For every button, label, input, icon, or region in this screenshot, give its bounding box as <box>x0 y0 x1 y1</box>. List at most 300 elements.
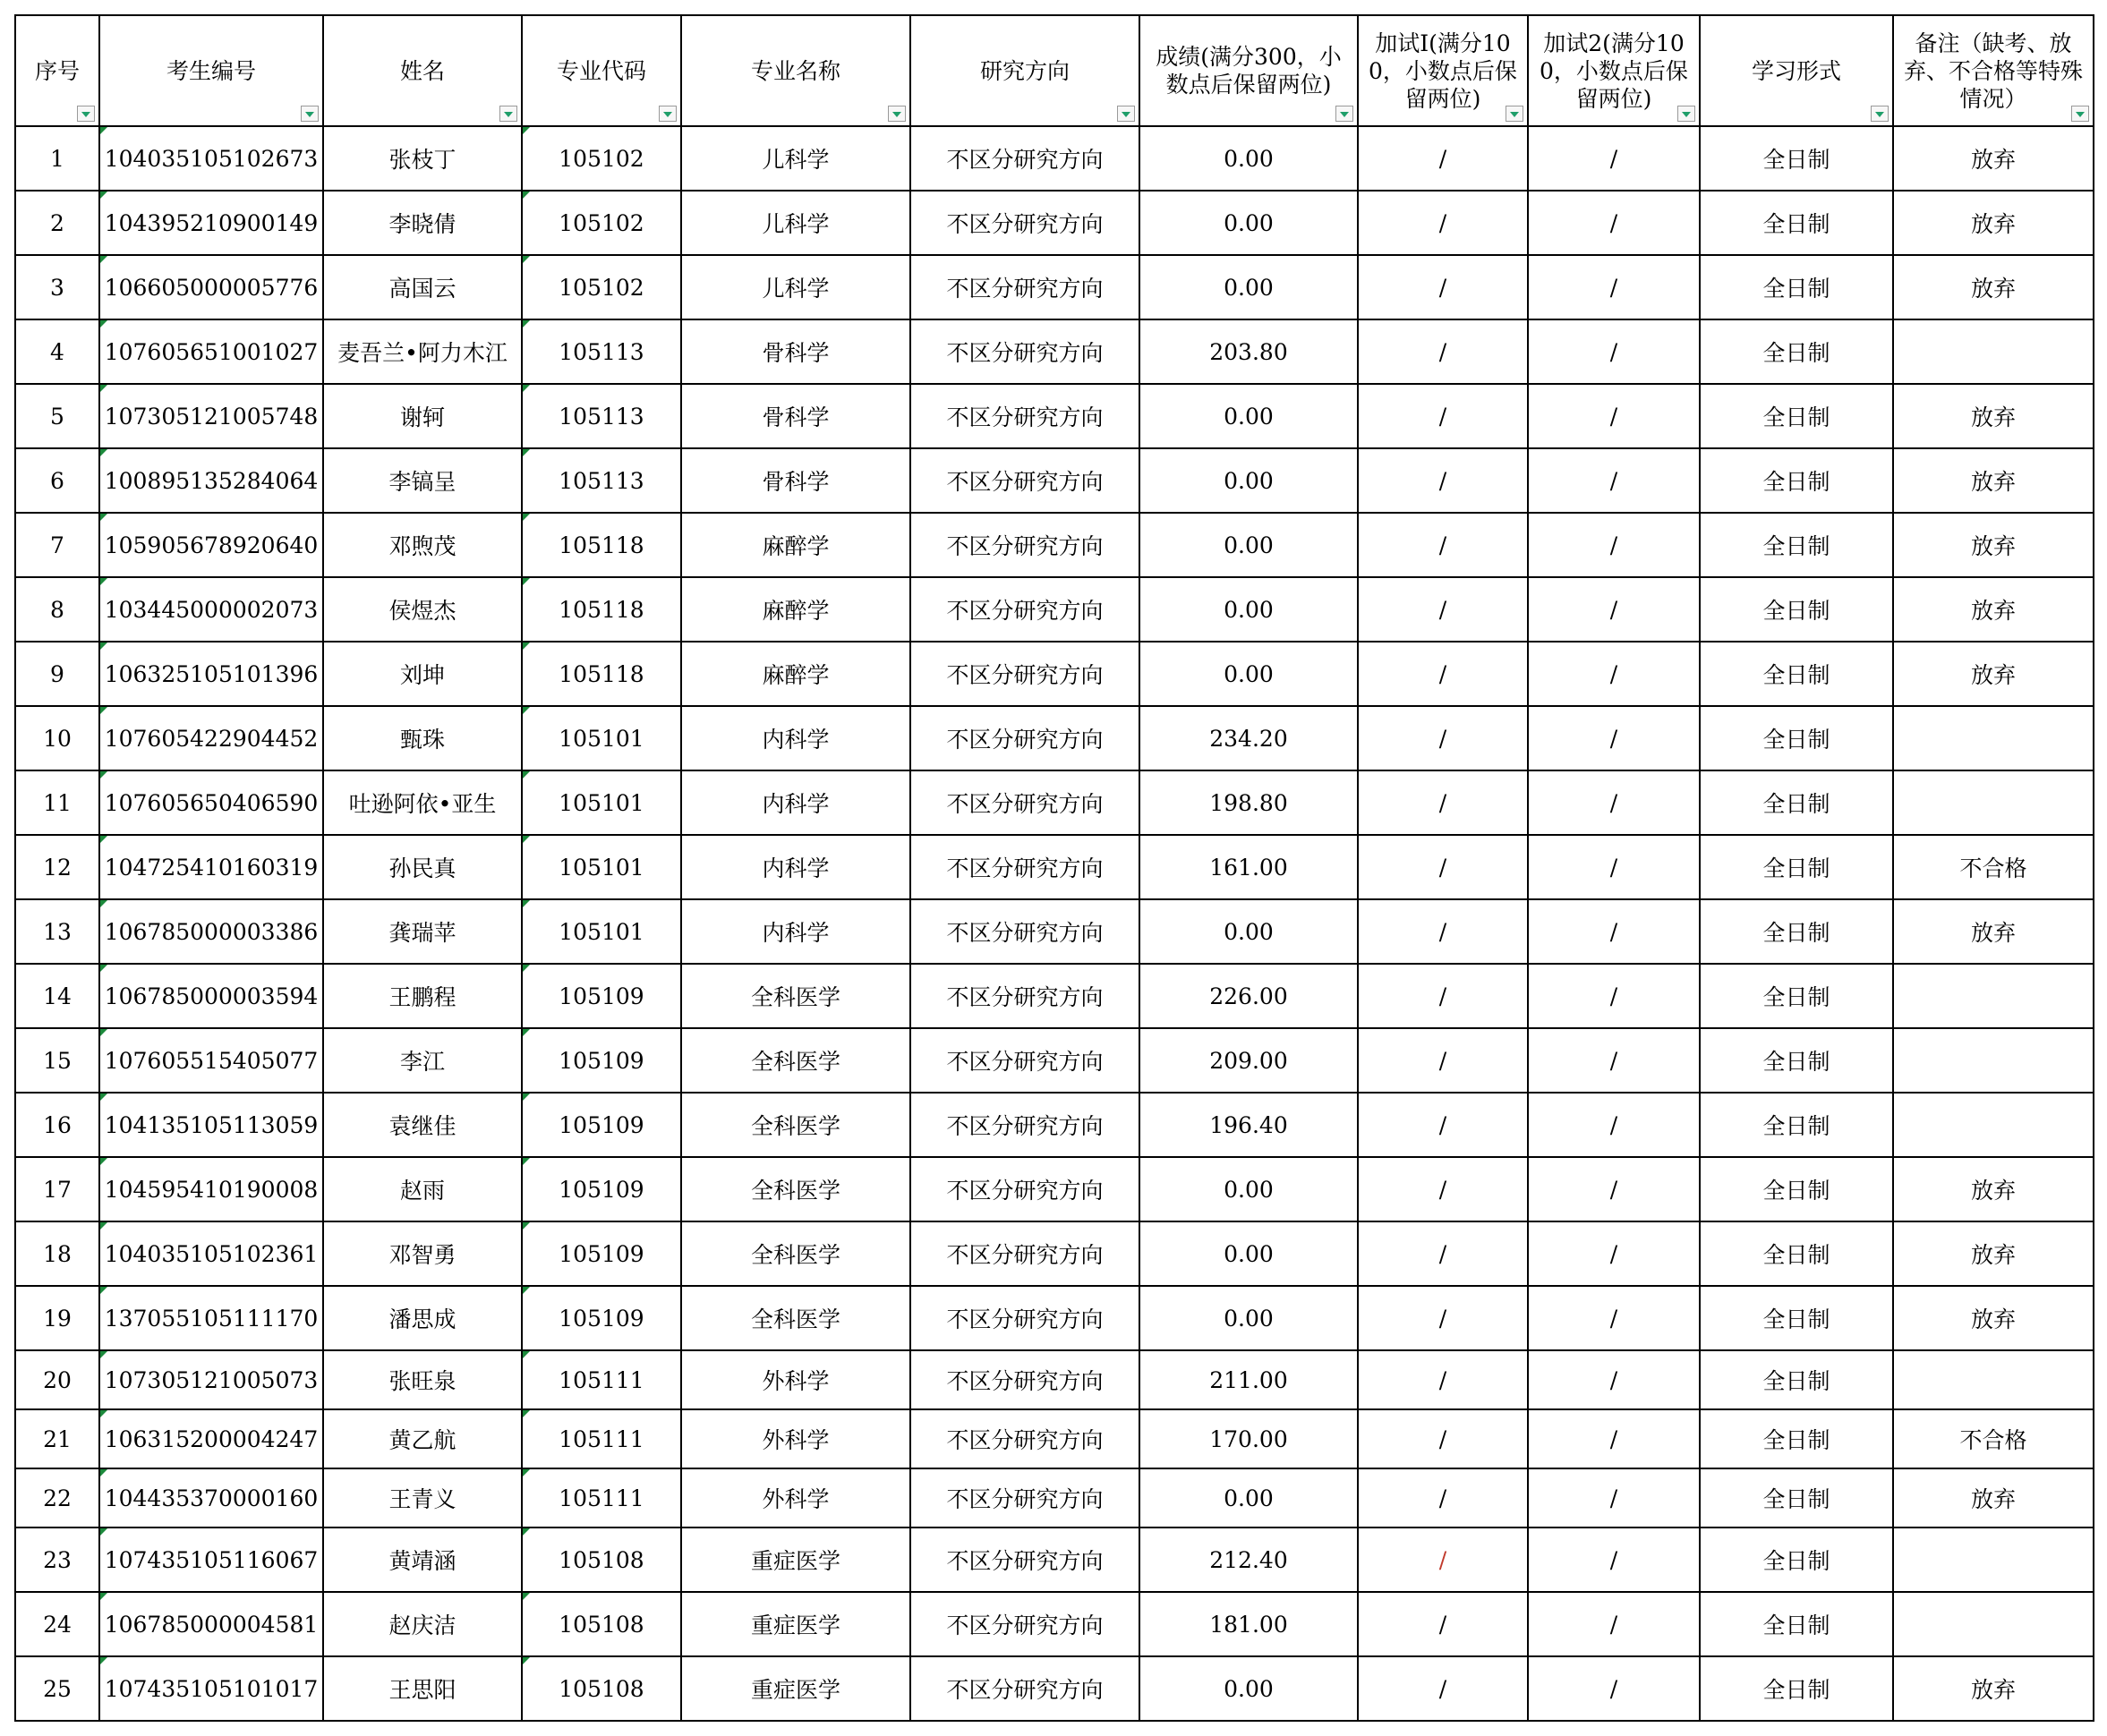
cell-seq[interactable]: 13 <box>15 899 99 964</box>
cell-name[interactable]: 高国云 <box>323 255 522 319</box>
cell-major-code[interactable]: 105109 <box>522 1028 681 1093</box>
cell-study-mode[interactable]: 全日制 <box>1700 1528 1893 1592</box>
cell-name[interactable]: 李江 <box>323 1028 522 1093</box>
cell-major-name[interactable]: 骨科学 <box>681 448 910 513</box>
cell-major-name[interactable]: 重症医学 <box>681 1592 910 1656</box>
cell-research-direction[interactable]: 不区分研究方向 <box>910 513 1139 577</box>
cell-extra-test-2[interactable]: / <box>1528 964 1700 1028</box>
cell-name[interactable]: 张旺泉 <box>323 1350 522 1409</box>
cell-study-mode[interactable]: 全日制 <box>1700 1592 1893 1656</box>
cell-score[interactable]: 0.00 <box>1139 1286 1358 1350</box>
cell-extra-test-1[interactable]: / <box>1358 513 1528 577</box>
cell-remarks[interactable]: 放弃 <box>1893 1221 2094 1286</box>
cell-major-code[interactable]: 105109 <box>522 964 681 1028</box>
cell-research-direction[interactable]: 不区分研究方向 <box>910 1286 1139 1350</box>
cell-extra-test-2[interactable]: / <box>1528 255 1700 319</box>
cell-research-direction[interactable]: 不区分研究方向 <box>910 384 1139 448</box>
cell-major-name[interactable]: 麻醉学 <box>681 577 910 642</box>
cell-extra-test-2[interactable]: / <box>1528 706 1700 770</box>
cell-score[interactable]: 212.40 <box>1139 1528 1358 1592</box>
cell-research-direction[interactable]: 不区分研究方向 <box>910 835 1139 899</box>
cell-score[interactable]: 161.00 <box>1139 835 1358 899</box>
cell-extra-test-2[interactable]: / <box>1528 1409 1700 1468</box>
cell-seq[interactable]: 25 <box>15 1656 99 1721</box>
cell-study-mode[interactable]: 全日制 <box>1700 255 1893 319</box>
cell-research-direction[interactable]: 不区分研究方向 <box>910 1468 1139 1528</box>
cell-extra-test-1[interactable]: / <box>1358 1528 1528 1592</box>
cell-study-mode[interactable]: 全日制 <box>1700 319 1893 384</box>
cell-seq[interactable]: 11 <box>15 770 99 835</box>
cell-seq[interactable]: 22 <box>15 1468 99 1528</box>
cell-major-name[interactable]: 儿科学 <box>681 255 910 319</box>
cell-name[interactable]: 李晓倩 <box>323 191 522 255</box>
table-row <box>15 770 2094 835</box>
cell-major-name[interactable]: 儿科学 <box>681 191 910 255</box>
cell-research-direction[interactable]: 不区分研究方向 <box>910 1221 1139 1286</box>
cell-extra-test-2[interactable]: / <box>1528 1221 1700 1286</box>
cell-extra-test-1[interactable]: / <box>1358 835 1528 899</box>
cell-study-mode[interactable]: 全日制 <box>1700 835 1893 899</box>
cell-exam-id[interactable]: 106325105101396 <box>99 642 323 706</box>
cell-score[interactable]: 0.00 <box>1139 191 1358 255</box>
cell-score[interactable]: 0.00 <box>1139 642 1358 706</box>
cell-major-code[interactable]: 105111 <box>522 1468 681 1528</box>
header-cell-extra-test-2 <box>1528 15 1700 126</box>
cell-extra-test-2[interactable]: / <box>1528 191 1700 255</box>
cell-seq[interactable]: 8 <box>15 577 99 642</box>
filter-dropdown-icon[interactable] <box>888 106 906 122</box>
cell-study-mode[interactable]: 全日制 <box>1700 1350 1893 1409</box>
cell-remarks[interactable]: 放弃 <box>1893 642 2094 706</box>
cell-name[interactable]: 黄靖涵 <box>323 1528 522 1592</box>
cell-remarks[interactable]: 不合格 <box>1893 835 2094 899</box>
cell-remarks[interactable] <box>1893 319 2094 384</box>
cell-remarks[interactable]: 放弃 <box>1893 1468 2094 1528</box>
cell-major-name[interactable]: 全科医学 <box>681 1028 910 1093</box>
cell-name[interactable]: 袁继佳 <box>323 1093 522 1157</box>
table-row <box>15 1592 2094 1656</box>
cell-major-code[interactable]: 105109 <box>522 1093 681 1157</box>
cell-major-name[interactable]: 外科学 <box>681 1350 910 1409</box>
cell-extra-test-2[interactable]: / <box>1528 1028 1700 1093</box>
cell-name[interactable]: 邓智勇 <box>323 1221 522 1286</box>
cell-study-mode[interactable]: 全日制 <box>1700 1656 1893 1721</box>
cell-score[interactable]: 0.00 <box>1139 1656 1358 1721</box>
cell-exam-id[interactable]: 106785000004581 <box>99 1592 323 1656</box>
cell-score[interactable]: 0.00 <box>1139 1157 1358 1221</box>
cell-study-mode[interactable]: 全日制 <box>1700 384 1893 448</box>
cell-extra-test-1[interactable]: / <box>1358 1221 1528 1286</box>
cell-exam-id[interactable]: 104595410190008 <box>99 1157 323 1221</box>
cell-seq[interactable]: 10 <box>15 706 99 770</box>
cell-seq[interactable]: 23 <box>15 1528 99 1592</box>
cell-seq[interactable]: 9 <box>15 642 99 706</box>
cell-major-code[interactable]: 105118 <box>522 513 681 577</box>
cell-research-direction[interactable]: 不区分研究方向 <box>910 1592 1139 1656</box>
cell-research-direction[interactable]: 不区分研究方向 <box>910 1409 1139 1468</box>
cell-major-code[interactable]: 105101 <box>522 770 681 835</box>
cell-extra-test-2[interactable]: / <box>1528 1528 1700 1592</box>
cell-research-direction[interactable]: 不区分研究方向 <box>910 1656 1139 1721</box>
cell-major-code[interactable]: 105111 <box>522 1409 681 1468</box>
cell-extra-test-1[interactable]: / <box>1358 770 1528 835</box>
cell-extra-test-1[interactable]: / <box>1358 191 1528 255</box>
cell-study-mode[interactable]: 全日制 <box>1700 1221 1893 1286</box>
cell-remarks[interactable] <box>1893 1350 2094 1409</box>
cell-seq[interactable]: 16 <box>15 1093 99 1157</box>
cell-research-direction[interactable]: 不区分研究方向 <box>910 964 1139 1028</box>
cell-seq[interactable]: 12 <box>15 835 99 899</box>
cell-major-name[interactable]: 麻醉学 <box>681 642 910 706</box>
cell-major-code[interactable]: 105108 <box>522 1528 681 1592</box>
cell-study-mode[interactable]: 全日制 <box>1700 191 1893 255</box>
cell-exam-id[interactable]: 104725410160319 <box>99 835 323 899</box>
cell-seq[interactable]: 7 <box>15 513 99 577</box>
cell-exam-id[interactable]: 105905678920640 <box>99 513 323 577</box>
cell-research-direction[interactable]: 不区分研究方向 <box>910 191 1139 255</box>
cell-extra-test-2[interactable]: / <box>1528 770 1700 835</box>
cell-research-direction[interactable]: 不区分研究方向 <box>910 1093 1139 1157</box>
cell-seq[interactable]: 15 <box>15 1028 99 1093</box>
cell-remarks[interactable] <box>1893 964 2094 1028</box>
cell-remarks[interactable]: 放弃 <box>1893 513 2094 577</box>
cell-major-name[interactable]: 内科学 <box>681 706 910 770</box>
cell-extra-test-1[interactable]: / <box>1358 1157 1528 1221</box>
cell-extra-test-2[interactable]: / <box>1528 577 1700 642</box>
cell-score[interactable]: 234.20 <box>1139 706 1358 770</box>
cell-study-mode[interactable]: 全日制 <box>1700 1286 1893 1350</box>
cell-major-code[interactable]: 105109 <box>522 1286 681 1350</box>
cell-extra-test-2[interactable]: / <box>1528 1350 1700 1409</box>
cell-major-name[interactable]: 外科学 <box>681 1468 910 1528</box>
cell-major-code[interactable]: 105101 <box>522 835 681 899</box>
cell-study-mode[interactable]: 全日制 <box>1700 577 1893 642</box>
cell-extra-test-2[interactable]: / <box>1528 835 1700 899</box>
cell-remarks[interactable] <box>1893 1592 2094 1656</box>
cell-remarks[interactable] <box>1893 770 2094 835</box>
cell-score[interactable]: 0.00 <box>1139 448 1358 513</box>
cell-major-name[interactable]: 麻醉学 <box>681 513 910 577</box>
cell-research-direction[interactable]: 不区分研究方向 <box>910 1350 1139 1409</box>
cell-name[interactable]: 潘思成 <box>323 1286 522 1350</box>
cell-major-code[interactable]: 105102 <box>522 191 681 255</box>
cell-extra-test-2[interactable]: / <box>1528 1468 1700 1528</box>
cell-exam-id[interactable]: 107605651001027 <box>99 319 323 384</box>
cell-score[interactable]: 209.00 <box>1139 1028 1358 1093</box>
cell-major-name[interactable]: 内科学 <box>681 770 910 835</box>
cell-seq[interactable]: 2 <box>15 191 99 255</box>
cell-research-direction[interactable]: 不区分研究方向 <box>910 255 1139 319</box>
header-label: 加试2(满分100，小数点后保留两位) <box>1540 30 1688 112</box>
cell-study-mode[interactable]: 全日制 <box>1700 770 1893 835</box>
cell-study-mode[interactable]: 全日制 <box>1700 642 1893 706</box>
header-label: 加试I(满分100，小数点后保留两位) <box>1369 30 1517 112</box>
cell-extra-test-1[interactable]: / <box>1358 1468 1528 1528</box>
cell-name[interactable]: 赵雨 <box>323 1157 522 1221</box>
cell-major-name[interactable]: 重症医学 <box>681 1528 910 1592</box>
cell-exam-id[interactable]: 106785000003386 <box>99 899 323 964</box>
cell-major-code[interactable]: 105111 <box>522 1350 681 1409</box>
cell-name[interactable]: 甄珠 <box>323 706 522 770</box>
cell-research-direction[interactable]: 不区分研究方向 <box>910 770 1139 835</box>
filter-dropdown-icon[interactable] <box>301 106 319 122</box>
cell-study-mode[interactable]: 全日制 <box>1700 1028 1893 1093</box>
cell-remarks[interactable]: 放弃 <box>1893 1286 2094 1350</box>
cell-exam-id[interactable]: 104035105102673 <box>99 126 323 191</box>
cell-extra-test-2[interactable]: / <box>1528 1093 1700 1157</box>
cell-extra-test-2[interactable]: / <box>1528 513 1700 577</box>
cell-major-code[interactable]: 105113 <box>522 448 681 513</box>
filter-dropdown-icon[interactable] <box>659 106 677 122</box>
cell-seq[interactable]: 17 <box>15 1157 99 1221</box>
cell-extra-test-1[interactable]: / <box>1358 706 1528 770</box>
header-cell-study-mode <box>1700 15 1893 126</box>
cell-name[interactable]: 黄乙航 <box>323 1409 522 1468</box>
cell-study-mode[interactable]: 全日制 <box>1700 899 1893 964</box>
cell-major-code[interactable]: 105118 <box>522 577 681 642</box>
cell-remarks[interactable]: 放弃 <box>1893 126 2094 191</box>
cell-extra-test-1[interactable]: / <box>1358 448 1528 513</box>
cell-major-code[interactable]: 105113 <box>522 384 681 448</box>
cell-extra-test-1[interactable]: / <box>1358 384 1528 448</box>
filter-dropdown-icon[interactable] <box>2071 106 2089 122</box>
cell-name[interactable]: 谢轲 <box>323 384 522 448</box>
cell-major-name[interactable]: 全科医学 <box>681 1221 910 1286</box>
cell-remarks[interactable]: 放弃 <box>1893 191 2094 255</box>
cell-research-direction[interactable]: 不区分研究方向 <box>910 706 1139 770</box>
cell-exam-id[interactable]: 103445000002073 <box>99 577 323 642</box>
cell-extra-test-1[interactable]: / <box>1358 1028 1528 1093</box>
cell-exam-id[interactable]: 106785000003594 <box>99 964 323 1028</box>
cell-score[interactable]: 198.80 <box>1139 770 1358 835</box>
cell-name[interactable]: 刘坤 <box>323 642 522 706</box>
cell-exam-id[interactable]: 106315200004247 <box>99 1409 323 1468</box>
cell-research-direction[interactable]: 不区分研究方向 <box>910 1157 1139 1221</box>
cell-extra-test-1[interactable]: / <box>1358 1656 1528 1721</box>
cell-major-name[interactable]: 重症医学 <box>681 1656 910 1721</box>
cell-extra-test-1[interactable]: / <box>1358 1093 1528 1157</box>
cell-exam-id[interactable]: 107605422904452 <box>99 706 323 770</box>
cell-major-name[interactable]: 内科学 <box>681 835 910 899</box>
cell-exam-id[interactable]: 106605000005776 <box>99 255 323 319</box>
cell-exam-id[interactable]: 104035105102361 <box>99 1221 323 1286</box>
cell-score[interactable]: 0.00 <box>1139 384 1358 448</box>
cell-research-direction[interactable]: 不区分研究方向 <box>910 899 1139 964</box>
cell-score[interactable]: 0.00 <box>1139 126 1358 191</box>
table-row <box>15 577 2094 642</box>
cell-major-name[interactable]: 儿科学 <box>681 126 910 191</box>
cell-remarks[interactable]: 放弃 <box>1893 255 2094 319</box>
cell-extra-test-1[interactable]: / <box>1358 1350 1528 1409</box>
cell-exam-id[interactable]: 100895135284064 <box>99 448 323 513</box>
cell-major-name[interactable]: 全科医学 <box>681 1157 910 1221</box>
cell-study-mode[interactable]: 全日制 <box>1700 964 1893 1028</box>
cell-exam-id[interactable]: 107305121005073 <box>99 1350 323 1409</box>
cell-seq[interactable]: 21 <box>15 1409 99 1468</box>
cell-name[interactable]: 吐逊阿依•亚生 <box>323 770 522 835</box>
cell-remarks[interactable]: 放弃 <box>1893 577 2094 642</box>
table-row <box>15 964 2094 1028</box>
cell-research-direction[interactable]: 不区分研究方向 <box>910 1528 1139 1592</box>
cell-score[interactable]: 203.80 <box>1139 319 1358 384</box>
cell-score[interactable]: 196.40 <box>1139 1093 1358 1157</box>
cell-name[interactable]: 麦吾兰•阿力木江 <box>323 319 522 384</box>
cell-name[interactable]: 赵庆洁 <box>323 1592 522 1656</box>
cell-extra-test-1[interactable]: / <box>1358 642 1528 706</box>
cell-major-name[interactable]: 全科医学 <box>681 964 910 1028</box>
cell-exam-id[interactable]: 104435370000160 <box>99 1468 323 1528</box>
cell-seq[interactable]: 24 <box>15 1592 99 1656</box>
cell-seq[interactable]: 14 <box>15 964 99 1028</box>
filter-dropdown-icon[interactable] <box>1677 106 1695 122</box>
cell-extra-test-2[interactable]: / <box>1528 1157 1700 1221</box>
cell-extra-test-2[interactable]: / <box>1528 384 1700 448</box>
cell-extra-test-1[interactable]: / <box>1358 126 1528 191</box>
cell-name[interactable]: 侯煜杰 <box>323 577 522 642</box>
cell-major-code[interactable]: 105102 <box>522 126 681 191</box>
cell-major-code[interactable]: 105108 <box>522 1656 681 1721</box>
cell-major-code[interactable]: 105102 <box>522 255 681 319</box>
cell-study-mode[interactable]: 全日制 <box>1700 706 1893 770</box>
cell-extra-test-1[interactable]: / <box>1358 1592 1528 1656</box>
cell-seq[interactable]: 1 <box>15 126 99 191</box>
cell-study-mode[interactable]: 全日制 <box>1700 1157 1893 1221</box>
cell-extra-test-1[interactable]: / <box>1358 1286 1528 1350</box>
cell-major-name[interactable]: 骨科学 <box>681 319 910 384</box>
cell-major-code[interactable]: 105109 <box>522 1221 681 1286</box>
cell-research-direction[interactable]: 不区分研究方向 <box>910 642 1139 706</box>
cell-extra-test-1[interactable]: / <box>1358 255 1528 319</box>
cell-major-code[interactable]: 105101 <box>522 706 681 770</box>
cell-score[interactable]: 0.00 <box>1139 1221 1358 1286</box>
filter-dropdown-icon[interactable] <box>499 106 517 122</box>
table-row <box>15 1157 2094 1221</box>
cell-research-direction[interactable]: 不区分研究方向 <box>910 448 1139 513</box>
table-row <box>15 448 2094 513</box>
cell-research-direction[interactable]: 不区分研究方向 <box>910 1028 1139 1093</box>
cell-remarks[interactable]: 放弃 <box>1893 448 2094 513</box>
cell-remarks[interactable] <box>1893 1093 2094 1157</box>
cell-extra-test-2[interactable]: / <box>1528 1656 1700 1721</box>
cell-exam-id[interactable]: 104395210900149 <box>99 191 323 255</box>
cell-research-direction[interactable]: 不区分研究方向 <box>910 319 1139 384</box>
cell-exam-id[interactable]: 107435105116067 <box>99 1528 323 1592</box>
cell-seq[interactable]: 3 <box>15 255 99 319</box>
cell-seq[interactable]: 18 <box>15 1221 99 1286</box>
cell-remarks[interactable]: 放弃 <box>1893 384 2094 448</box>
cell-score[interactable]: 0.00 <box>1139 899 1358 964</box>
cell-exam-id[interactable]: 107435105101017 <box>99 1656 323 1721</box>
filter-dropdown-icon[interactable] <box>1117 106 1135 122</box>
cell-name[interactable]: 龚瑞苹 <box>323 899 522 964</box>
cell-study-mode[interactable]: 全日制 <box>1700 1468 1893 1528</box>
cell-research-direction[interactable]: 不区分研究方向 <box>910 577 1139 642</box>
cell-extra-test-1[interactable]: / <box>1358 577 1528 642</box>
cell-remarks[interactable] <box>1893 1528 2094 1592</box>
filter-dropdown-icon[interactable] <box>1871 106 1889 122</box>
cell-exam-id[interactable]: 107605515405077 <box>99 1028 323 1093</box>
cell-extra-test-2[interactable]: / <box>1528 1286 1700 1350</box>
cell-major-code[interactable]: 105101 <box>522 899 681 964</box>
cell-score[interactable]: 0.00 <box>1139 513 1358 577</box>
cell-major-code[interactable]: 105118 <box>522 642 681 706</box>
cell-remarks[interactable]: 放弃 <box>1893 899 2094 964</box>
cell-major-code[interactable]: 105109 <box>522 1157 681 1221</box>
filter-dropdown-icon[interactable] <box>1506 106 1523 122</box>
cell-major-name[interactable]: 骨科学 <box>681 384 910 448</box>
cell-study-mode[interactable]: 全日制 <box>1700 513 1893 577</box>
cell-extra-test-2[interactable]: / <box>1528 1592 1700 1656</box>
cell-seq[interactable]: 6 <box>15 448 99 513</box>
cell-remarks[interactable]: 放弃 <box>1893 1656 2094 1721</box>
cell-score[interactable]: 170.00 <box>1139 1409 1358 1468</box>
table-row <box>15 835 2094 899</box>
cell-seq[interactable]: 20 <box>15 1350 99 1409</box>
cell-name[interactable]: 孙民真 <box>323 835 522 899</box>
cell-major-code[interactable]: 105108 <box>522 1592 681 1656</box>
cell-extra-test-2[interactable]: / <box>1528 448 1700 513</box>
cell-major-name[interactable]: 外科学 <box>681 1409 910 1468</box>
cell-exam-id[interactable]: 107305121005748 <box>99 384 323 448</box>
cell-score[interactable]: 0.00 <box>1139 577 1358 642</box>
cell-name[interactable]: 王青义 <box>323 1468 522 1528</box>
cell-score[interactable]: 181.00 <box>1139 1592 1358 1656</box>
cell-extra-test-1[interactable]: / <box>1358 1409 1528 1468</box>
cell-major-name[interactable]: 内科学 <box>681 899 910 964</box>
filter-dropdown-icon[interactable] <box>1335 106 1353 122</box>
filter-dropdown-icon[interactable] <box>77 106 95 122</box>
cell-extra-test-2[interactable]: / <box>1528 319 1700 384</box>
cell-research-direction[interactable]: 不区分研究方向 <box>910 126 1139 191</box>
cell-seq[interactable]: 19 <box>15 1286 99 1350</box>
cell-seq[interactable]: 5 <box>15 384 99 448</box>
cell-name[interactable]: 李镐呈 <box>323 448 522 513</box>
cell-study-mode[interactable]: 全日制 <box>1700 448 1893 513</box>
cell-exam-id[interactable]: 107605650406590 <box>99 770 323 835</box>
cell-name[interactable]: 邓煦茂 <box>323 513 522 577</box>
cell-name[interactable]: 王鹏程 <box>323 964 522 1028</box>
header-cell-major-code <box>522 15 681 126</box>
cell-extra-test-2[interactable]: / <box>1528 126 1700 191</box>
cell-study-mode[interactable]: 全日制 <box>1700 126 1893 191</box>
cell-name[interactable]: 张枝丁 <box>323 126 522 191</box>
cell-seq[interactable]: 4 <box>15 319 99 384</box>
cell-extra-test-2[interactable]: / <box>1528 642 1700 706</box>
cell-extra-test-1[interactable]: / <box>1358 964 1528 1028</box>
cell-remarks[interactable] <box>1893 706 2094 770</box>
cell-extra-test-1[interactable]: / <box>1358 319 1528 384</box>
header-label: 序号 <box>34 57 80 84</box>
header-cell-extra-test-1 <box>1358 15 1528 126</box>
cell-major-code[interactable]: 105113 <box>522 319 681 384</box>
cell-study-mode[interactable]: 全日制 <box>1700 1093 1893 1157</box>
cell-score[interactable]: 211.00 <box>1139 1350 1358 1409</box>
cell-remarks[interactable]: 不合格 <box>1893 1409 2094 1468</box>
cell-extra-test-2[interactable]: / <box>1528 899 1700 964</box>
cell-score[interactable]: 0.00 <box>1139 1468 1358 1528</box>
cell-exam-id[interactable]: 137055105111170 <box>99 1286 323 1350</box>
cell-remarks[interactable] <box>1893 1028 2094 1093</box>
cell-extra-test-1[interactable]: / <box>1358 899 1528 964</box>
cell-exam-id[interactable]: 104135105113059 <box>99 1093 323 1157</box>
cell-remarks[interactable]: 放弃 <box>1893 1157 2094 1221</box>
cell-major-name[interactable]: 全科医学 <box>681 1286 910 1350</box>
cell-major-name[interactable]: 全科医学 <box>681 1093 910 1157</box>
cell-study-mode[interactable]: 全日制 <box>1700 1409 1893 1468</box>
cell-score[interactable]: 0.00 <box>1139 255 1358 319</box>
cell-score[interactable]: 226.00 <box>1139 964 1358 1028</box>
cell-name[interactable]: 王思阳 <box>323 1656 522 1721</box>
